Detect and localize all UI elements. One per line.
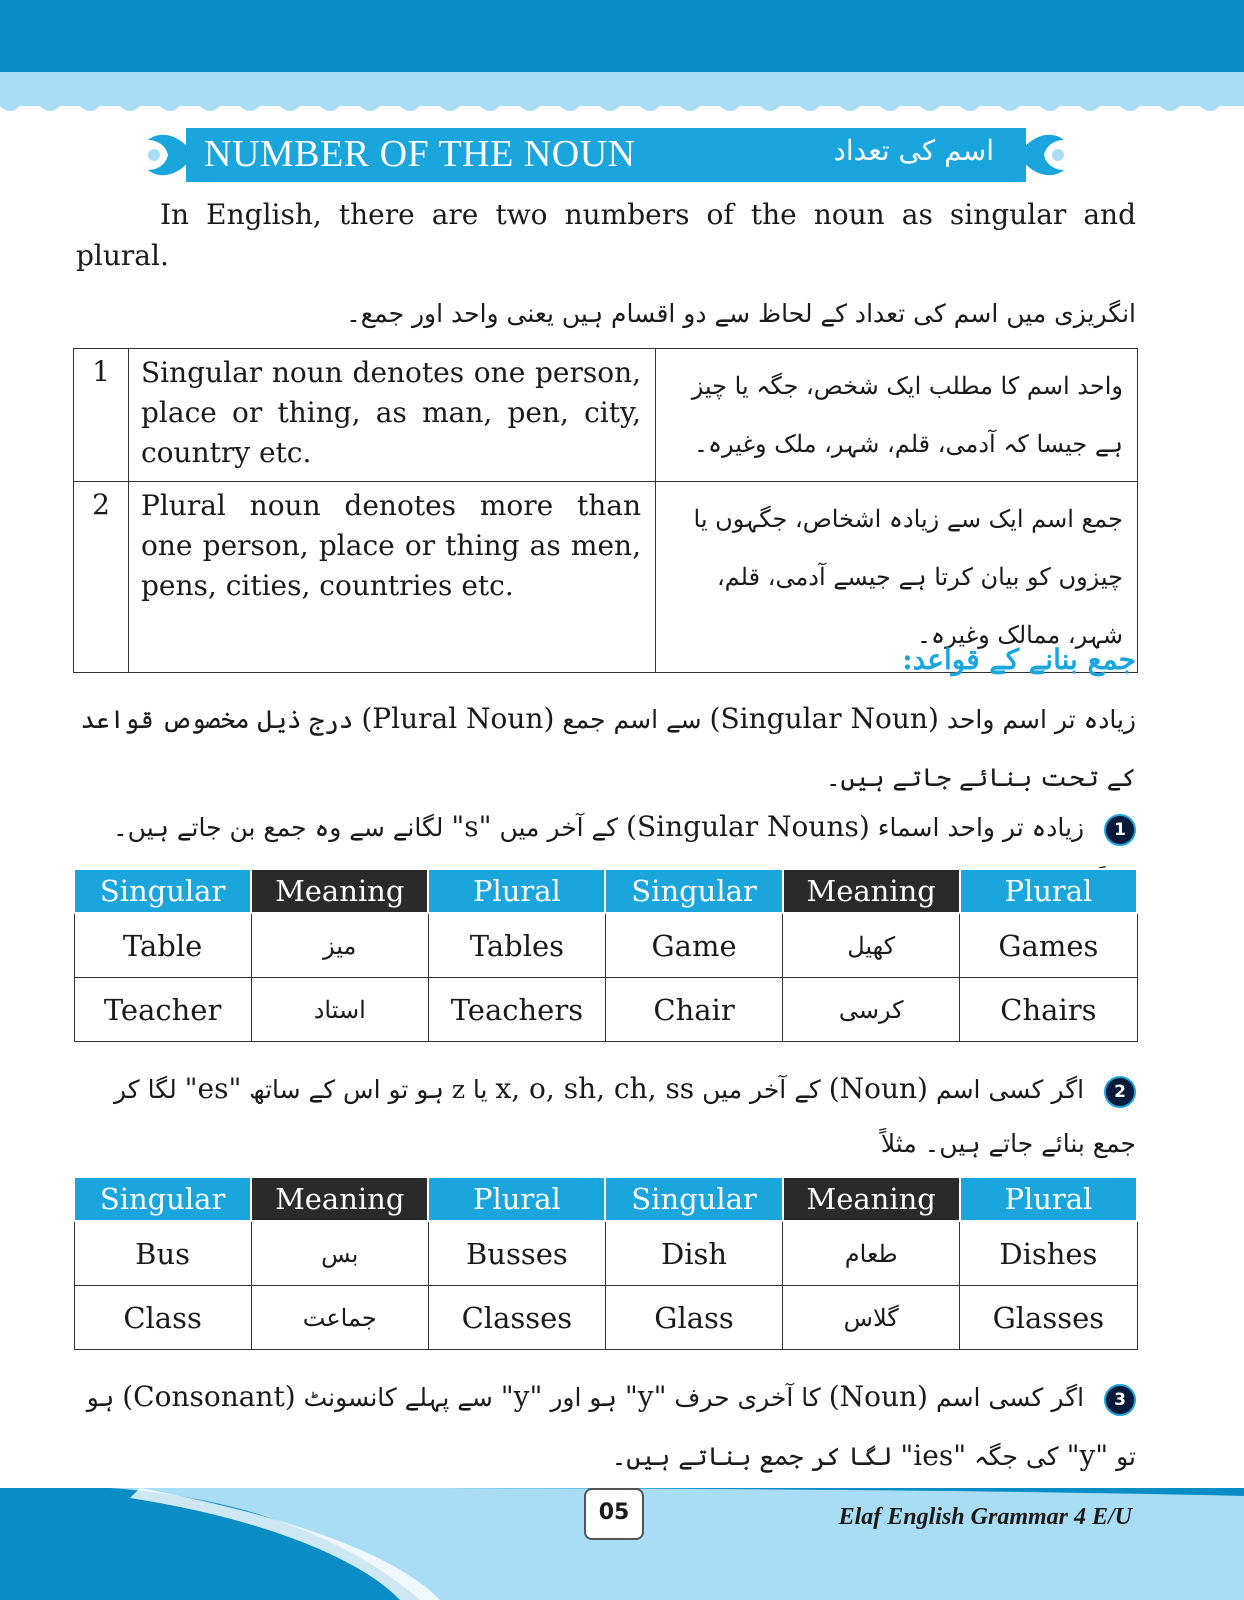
cell-singular: Game xyxy=(605,913,782,978)
intro-english: In English, there are two numbers of the noun as singular and plural. xyxy=(76,198,1136,272)
cell-singular: Bus xyxy=(74,1221,251,1286)
header-plural: Plural xyxy=(960,869,1137,913)
cell-meaning: میز xyxy=(251,913,428,978)
rule-term: (Singular Nouns) xyxy=(626,810,870,843)
top-band xyxy=(0,0,1244,72)
header-meaning: Meaning xyxy=(251,1177,428,1221)
wave-edge-decoration xyxy=(0,106,1244,118)
cell-plural: Dishes xyxy=(960,1221,1137,1286)
rules-intro-text: درج ذیل مخصوص قواعد کے تحت بنائے جاتے ہیں۔ xyxy=(80,705,1136,792)
rules-intro xyxy=(76,690,1136,807)
rule-text: لگا کر جمع بنائے جاتے ہیں۔ مثلاً xyxy=(114,1075,1136,1158)
rule-text: سے پہلے کانسونٹ xyxy=(303,1383,493,1412)
rules-intro-term: (Singular Noun) xyxy=(709,702,939,735)
definition-english: Singular noun denotes one person, place or thing, as man, pen, city, country etc. xyxy=(129,349,656,482)
cell-meaning: جماعت xyxy=(251,1286,428,1350)
rule-text: کی جگہ xyxy=(974,1442,1059,1471)
table-header-row xyxy=(74,869,1137,913)
cell-plural: Classes xyxy=(428,1286,605,1350)
rule-text: کے آخر میں xyxy=(499,813,619,842)
definition-english: Plural noun denotes more than one person, place or thing as men, pens, cities, countries etc. xyxy=(129,482,656,673)
table-row xyxy=(74,349,1138,482)
rule-term: "y" xyxy=(1066,1439,1109,1472)
rule-text: لگانے سے وہ جمع بن جاتے ہیں۔ xyxy=(113,813,444,842)
rules-intro-text: زیادہ تر اسم واحد xyxy=(946,705,1136,734)
rule-term: (Noun) xyxy=(828,1072,928,1105)
table-row xyxy=(74,1221,1137,1286)
page-title-urdu: اسم کی تعداد xyxy=(833,134,994,167)
table-header-row xyxy=(74,1177,1137,1221)
cell-plural: Games xyxy=(960,913,1137,978)
rule-term: "y" xyxy=(500,1380,543,1413)
table-row xyxy=(74,913,1137,978)
rule-text: کا آخری حرف xyxy=(674,1383,821,1412)
rule-text: لگا کر جمع بناتے ہیں۔ xyxy=(611,1442,893,1471)
rule-text: یا z ہو تو اس کے ساتھ xyxy=(249,1075,488,1104)
cell-plural: Tables xyxy=(428,913,605,978)
cell-plural: Teachers xyxy=(428,978,605,1042)
cell-singular: Table xyxy=(74,913,251,978)
table-row xyxy=(74,978,1137,1042)
cell-meaning: کرسی xyxy=(783,978,960,1042)
definition-urdu: واحد اسم کا مطلب ایک شخص، جگہ یا چیز ہے جیسا کہ آدمی، قلم، شہر، ملک وغیرہ۔ xyxy=(656,349,1138,482)
rule-term: "y" xyxy=(624,1380,667,1413)
rule-term: x, o, sh, ch, ss xyxy=(495,1072,695,1105)
header-singular: Singular xyxy=(605,869,782,913)
cell-singular: Teacher xyxy=(74,978,251,1042)
book-title: Elaf English Grammar 4 E/U xyxy=(838,1504,1132,1530)
rule-text: اگر کسی اسم xyxy=(935,1383,1085,1412)
intro-urdu: انگریزی میں اسم کی تعداد کے لحاظ سے دو اقسام ہیں یعنی واحد اور جمع۔ xyxy=(346,299,1136,328)
rule-number-badge: 3 xyxy=(1104,1384,1136,1416)
cell-meaning: استاد xyxy=(251,978,428,1042)
rule-3 xyxy=(76,1368,1136,1486)
cell-meaning: کھیل xyxy=(783,913,960,978)
cell-meaning: بس xyxy=(251,1221,428,1286)
rules-intro-text: سے اسم جمع xyxy=(562,705,702,734)
rule-number-badge: 1 xyxy=(1104,814,1136,846)
rule-number-badge: 2 xyxy=(1104,1076,1136,1108)
row-number: 2 xyxy=(74,482,129,673)
rule-term: (Consonant) xyxy=(122,1380,296,1413)
header-singular: Singular xyxy=(605,1177,782,1221)
definition-table xyxy=(73,348,1138,673)
rules-heading: جمع بنانے کے قواعد: xyxy=(902,643,1136,676)
rule-2 xyxy=(76,1062,1136,1171)
cell-plural: Chairs xyxy=(960,978,1137,1042)
row-number: 1 xyxy=(74,349,129,482)
section-banner xyxy=(140,124,1072,186)
header-meaning: Meaning xyxy=(783,1177,960,1221)
rule-text: ہو تو xyxy=(86,1383,1136,1471)
page-title: NUMBER OF THE NOUN xyxy=(204,133,636,175)
rule-text: زیادہ تر واحد اسماء xyxy=(877,813,1085,842)
rule-term: "es" xyxy=(184,1072,242,1105)
header-plural: Plural xyxy=(960,1177,1137,1221)
ornament-right-icon xyxy=(1016,124,1072,186)
rule-text: اگر کسی اسم xyxy=(935,1075,1085,1104)
page-number: 05 xyxy=(584,1488,644,1540)
cell-singular: Class xyxy=(74,1286,251,1350)
cell-plural: Glasses xyxy=(960,1286,1137,1350)
rule-term: "s" xyxy=(451,810,492,843)
header-singular: Singular xyxy=(74,869,251,913)
rule-text: ہو اور xyxy=(550,1383,617,1412)
cell-meaning: طعام xyxy=(783,1221,960,1286)
top-wave-band xyxy=(0,72,1244,112)
header-meaning: Meaning xyxy=(783,869,960,913)
rule-term: "ies" xyxy=(900,1439,967,1472)
header-singular: Singular xyxy=(74,1177,251,1221)
header-plural: Plural xyxy=(428,869,605,913)
rule-text: کے آخر میں xyxy=(702,1075,821,1104)
cell-plural: Busses xyxy=(428,1221,605,1286)
rule-term: (Noun) xyxy=(828,1380,928,1413)
plural-table-2 xyxy=(73,1176,1138,1350)
cell-singular: Glass xyxy=(605,1286,782,1350)
cell-singular: Chair xyxy=(605,978,782,1042)
cell-singular: Dish xyxy=(605,1221,782,1286)
header-meaning: Meaning xyxy=(251,869,428,913)
table-row xyxy=(74,1286,1137,1350)
rules-intro-term: (Plural Noun) xyxy=(361,702,555,735)
definition-urdu: جمع اسم ایک سے زیادہ اشخاص، جگہوں یا چیزوں کو بیان کرتا ہے جیسے آدمی، قلم، شہر، ممالک وغیرہ۔ xyxy=(656,482,1138,673)
plural-table-1 xyxy=(73,868,1138,1042)
header-plural: Plural xyxy=(428,1177,605,1221)
cell-meaning: گلاس xyxy=(783,1286,960,1350)
